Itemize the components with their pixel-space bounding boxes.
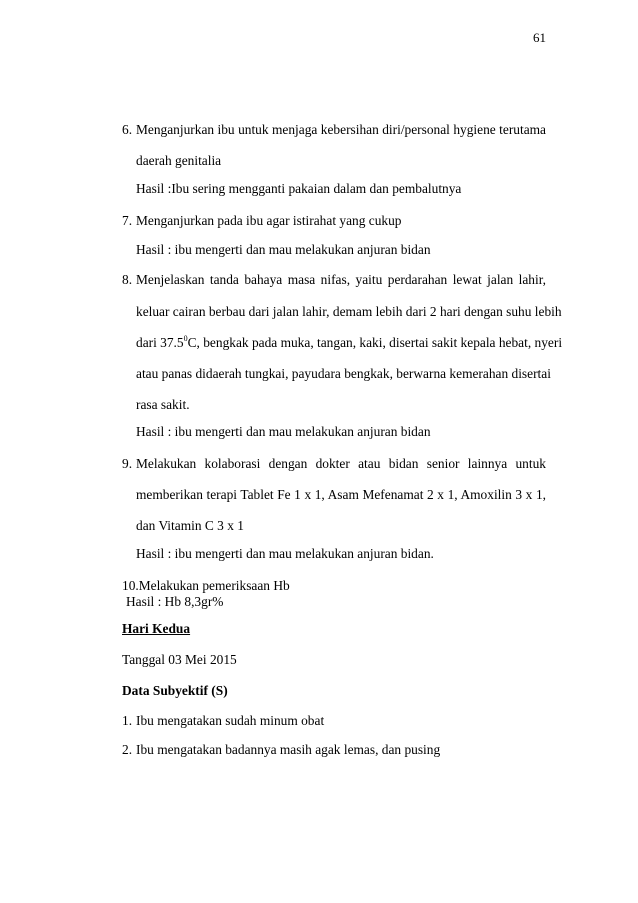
item-9-result: Hasil : ibu mengerti dan mau melakukan anjuran bidan. [136,546,434,561]
item-9-line-1: 9. Melakukan kolaborasi dengan dokter atau bidan senior lainnya untuk [122,456,546,471]
item-8-result: Hasil : ibu mengerti dan mau melakukan anjuran bidan [136,424,431,439]
page-number: 61 [533,30,546,45]
item-7-line-1: 7. Menganjurkan pada ibu agar istirahat yang cukup [122,213,402,228]
item-8-line-3: dari 37.5$^0$C, bengkak pada muka, tangan, kaki, disertai sakit kepala hebat, nyeri [136,334,563,350]
item-6-result: Hasil :Ibu sering mengganti pakaian dalam dan pembalutnya [136,181,462,196]
item-7-result: Hasil : ibu mengerti dan mau melakukan anjuran bidan [136,242,431,257]
item-6-line-1: 6. Menganjurkan ibu untuk menjaga kebersihan diri/personal hygiene terutama [122,122,546,137]
item-number: 2. [122,742,133,757]
item-number: 9. [122,456,133,471]
item-6-line-2: daerah genitalia [136,153,222,168]
subjective-heading: Data Subyektif (S) [122,683,228,698]
item-10-result: Hasil : Hb 8,3gr% [126,594,224,609]
item-number: 10. [122,578,139,593]
item-number: 8. [122,272,133,287]
item-8-line-2: keluar cairan berbau dari jalan lahir, demam lebih dari 2 hari dengan suhu lebih [136,304,562,319]
item-number: 6. [122,122,133,137]
item-8-line-1: 8. Menjelaskan tanda bahaya masa nifas, yaitu perdarahan lewat jalan lahir, [122,272,546,287]
date-line: Tanggal 03 Mei 2015 [122,652,237,667]
day-heading: Hari Kedua [122,621,191,636]
subjective-item-1: 1. Ibu mengatakan sudah minum obat [122,713,325,728]
item-10-line-1: 10.Melakukan pemeriksaan Hb [122,578,290,593]
item-8-line-5: rasa sakit. [136,397,190,412]
item-number: 7. [122,213,133,228]
subjective-item-2: 2. Ibu mengatakan badannya masih agak lemas, dan pusing [122,742,441,757]
item-9-line-3: dan Vitamin C 3 x 1 [136,518,244,533]
item-8-line-4: atau panas didaerah tungkai, payudara bengkak, berwarna kemerahan disertai [136,366,551,381]
item-number: 1. [122,713,133,728]
item-9-line-2: memberikan terapi Tablet Fe 1 x 1, Asam Mefenamat 2 x 1, Amoxilin 3 x 1, [136,487,546,502]
